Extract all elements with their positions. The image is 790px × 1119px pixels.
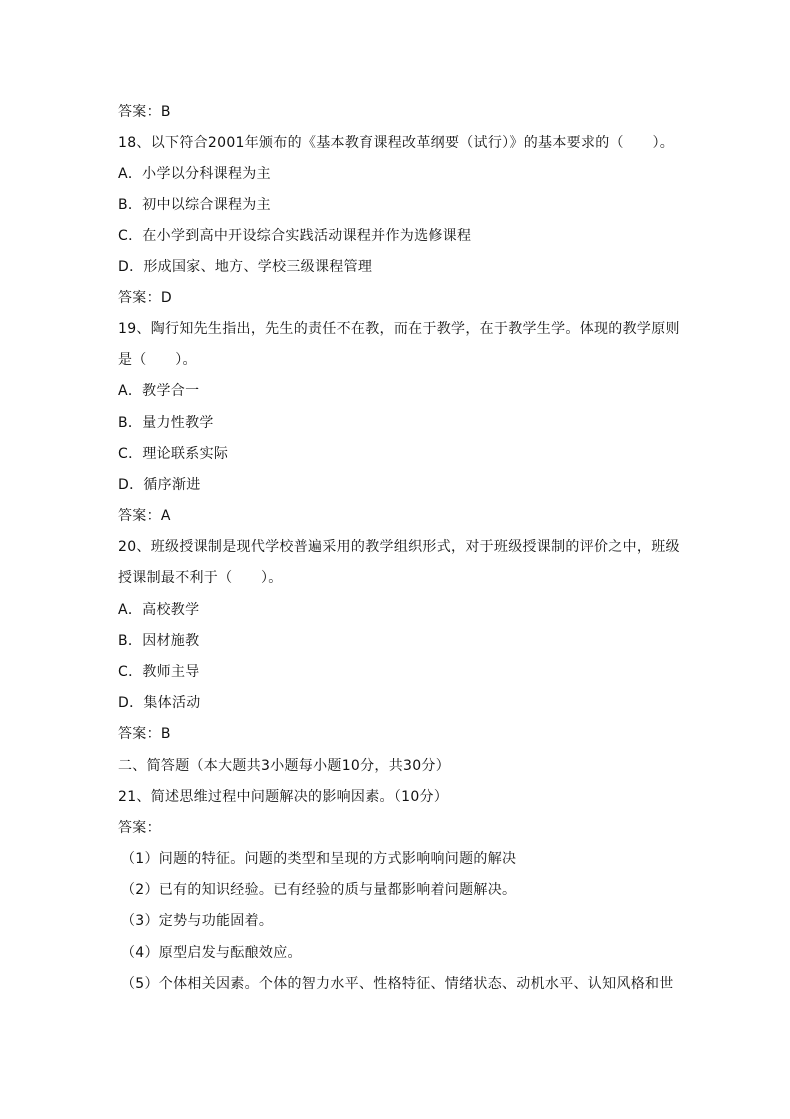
question-19-line-2: 是（ ）。 [118, 352, 197, 368]
q18-option-d: D．形成国家、地方、学校三级课程管理 [118, 259, 373, 275]
answer-21-point-4: （4）原型启发与酝酿效应。 [121, 945, 302, 961]
answer-21-point-2: （2）已有的知识经验。已有经验的质与量都影响着问题解决。 [121, 882, 517, 898]
question-19-line-1: 19、陶行知先生指出，先生的责任不在教，而在于教学，在于教学生学。体现的教学原则 [118, 321, 680, 337]
q19-option-a: A．教学合一 [118, 383, 200, 399]
answer-17: 答案：B [118, 104, 171, 120]
q19-option-b: B．量力性教学 [118, 415, 214, 431]
q20-option-a: A．高校教学 [118, 602, 200, 618]
q19-option-c: C．理论联系实际 [118, 446, 229, 462]
answer-20: 答案：B [118, 726, 171, 742]
q19-option-d: D．循序渐进 [118, 477, 201, 493]
q18-option-b: B．初中以综合课程为主 [118, 197, 271, 213]
q20-option-d: D．集体活动 [118, 695, 201, 711]
answer-21-label: 答案： [118, 820, 161, 836]
question-20-line-1: 20、班级授课制是现代学校普遍采用的教学组织形式，对于班级授课制的评价之中，班级 [118, 539, 680, 555]
q18-option-c: C．在小学到高中开设综合实践活动课程并作为选修课程 [118, 228, 472, 244]
answer-21-point-1: （1）问题的特征。问题的类型和呈现的方式影响响问题的解决 [121, 851, 517, 867]
answer-19: 答案：A [118, 508, 171, 524]
q20-option-b: B．因材施教 [118, 633, 200, 649]
answer-18: 答案：D [118, 290, 172, 306]
answer-21-point-5: （5）个体相关因素。个体的智力水平、性格特征、情绪状态、动机水平、认知风格和世 [121, 976, 674, 992]
question-18: 18、以下符合2001年颁布的《基本教育课程改革纲要（试行）》的基本要求的（ ）。 [118, 135, 675, 151]
answer-21-point-3: （3）定势与功能固着。 [121, 913, 274, 929]
question-21: 21、简述思维过程中问题解决的影响因素。（10分） [118, 789, 449, 805]
section-heading-short-answer: 二、简答题（本大题共3小题每小题10分，共30分） [118, 758, 451, 774]
q20-option-c: C．教师主导 [118, 664, 200, 680]
question-20-line-2: 授课制最不利于（ ）。 [118, 570, 283, 586]
q18-option-a: A．小学以分科课程为主 [118, 166, 271, 182]
